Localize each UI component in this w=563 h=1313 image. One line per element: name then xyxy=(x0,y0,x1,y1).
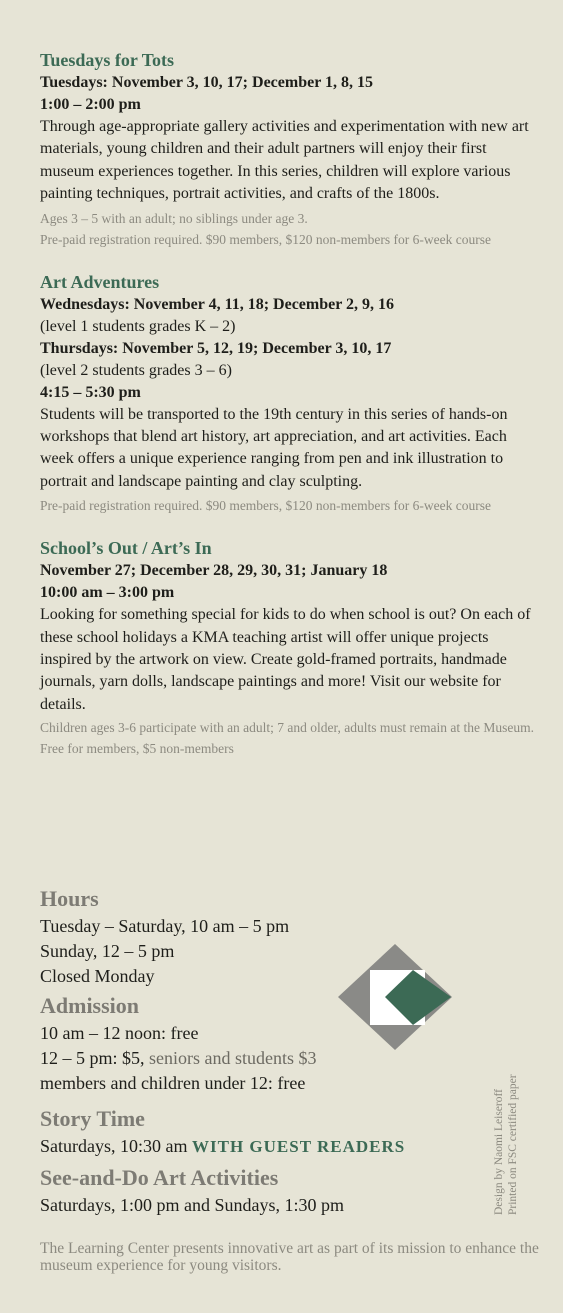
story-time-guest-readers: WITH GUEST READERS xyxy=(191,1137,406,1156)
program-registration-note: Pre-paid registration required. $90 members, $120 non-members for 6-week course xyxy=(40,498,491,514)
program-time: 1:00 – 2:00 pm xyxy=(40,96,141,113)
see-and-do-heading: See-and-Do Art Activities xyxy=(40,1165,279,1190)
program-title: Tuesdays for Tots xyxy=(40,50,175,70)
paper-credit: Printed on FSC certified paper xyxy=(507,1074,519,1215)
program-description: Looking for something special for kids to do when school is out? On each of these school holidays a KMA teaching artist will offer unique projects inspired by the artwork on view. Create gold-framed portraits, handmade journals, yarn dolls, landscape paintings and more! Visit our website for details. xyxy=(40,606,531,713)
admission-discount: seniors and students $3 xyxy=(149,1048,317,1068)
program-description: Students will be transported to the 19th century in this series of hands-on workshops that blend art history, art appreciation, and art activities. Each week offers a unique experience ranging from pen and ink illustration to portrait and landscape painting and clay sculpting. xyxy=(40,405,508,490)
hours-line: Tuesday – Saturday, 10 am – 5 pm xyxy=(40,916,290,936)
program-time: 4:15 – 5:30 pm xyxy=(40,383,141,401)
admission-line: 10 am – 12 noon: free xyxy=(40,1023,199,1043)
story-time-schedule: Saturdays, 10:30 am xyxy=(40,1136,188,1156)
program-fine-print: Children ages 3-6 participate with an adult; 7 and older, adults must remain at the Museum. Free for members, $5 non-members xyxy=(40,720,534,757)
hours-heading: Hours xyxy=(40,886,99,911)
program-dates: Tuesdays: November 3, 10, 17; December 1, 8, 15 xyxy=(40,74,374,91)
program-level-2-note: (level 2 students grades 3 – 6) xyxy=(40,361,232,379)
admission-line: members and children under 12: free xyxy=(40,1073,306,1093)
hours-line: Sunday, 12 – 5 pm xyxy=(40,941,175,961)
program-schools-out xyxy=(40,536,540,759)
see-and-do-schedule: Saturdays, 1:00 pm and Sundays, 1:30 pm xyxy=(40,1195,344,1215)
story-time-line xyxy=(40,1134,480,1159)
program-art-adventures xyxy=(40,270,540,517)
program-dates: November 27; December 28, 29, 30, 31; January 18 xyxy=(40,562,388,580)
kma-diamond-logo-icon xyxy=(338,944,452,1050)
program-age-note: Ages 3 – 5 with an adult; no siblings under age 3. xyxy=(40,210,308,226)
program-dates-level-2: Thursdays: November 5, 12, 19; December 3, 10, 17 xyxy=(40,339,392,357)
hours-line: Closed Monday xyxy=(40,966,155,986)
visitor-info xyxy=(40,884,480,1218)
program-title: School’s Out / Art’s In xyxy=(40,538,212,559)
designer-credit: Design by Naomi Leiseroff xyxy=(493,1089,505,1215)
program-tuesdays-for-tots xyxy=(40,48,540,250)
admission-heading: Admission xyxy=(40,993,140,1018)
print-credits xyxy=(492,1074,520,1215)
program-description: Through age-appropriate gallery activities and experimentation with new art materials, young children and their adult partners will enjoy their first museum experiences together. In this series, children will explore various painting techniques, portrait activities, and crafts of the 1800s. xyxy=(40,118,529,203)
program-title: Art Adventures xyxy=(40,271,160,292)
program-dates-level-1: Wednesdays: November 4, 11, 18; December 2, 9, 16 xyxy=(40,295,395,313)
program-time: 10:00 am – 3:00 pm xyxy=(40,584,175,602)
program-registration-note: Pre-paid registration required. $90 members, $120 non-members for 6-week course xyxy=(40,231,491,247)
program-level-1-note: (level 1 students grades K – 2) xyxy=(40,317,236,335)
admission-price: 12 – 5 pm: $5, xyxy=(40,1048,145,1068)
programs-column xyxy=(40,48,540,779)
story-time-heading: Story Time xyxy=(40,1106,145,1131)
mission-footer: The Learning Center presents innovative art as part of its mission to enhance the museum experience for young visitors. xyxy=(40,1240,539,1274)
